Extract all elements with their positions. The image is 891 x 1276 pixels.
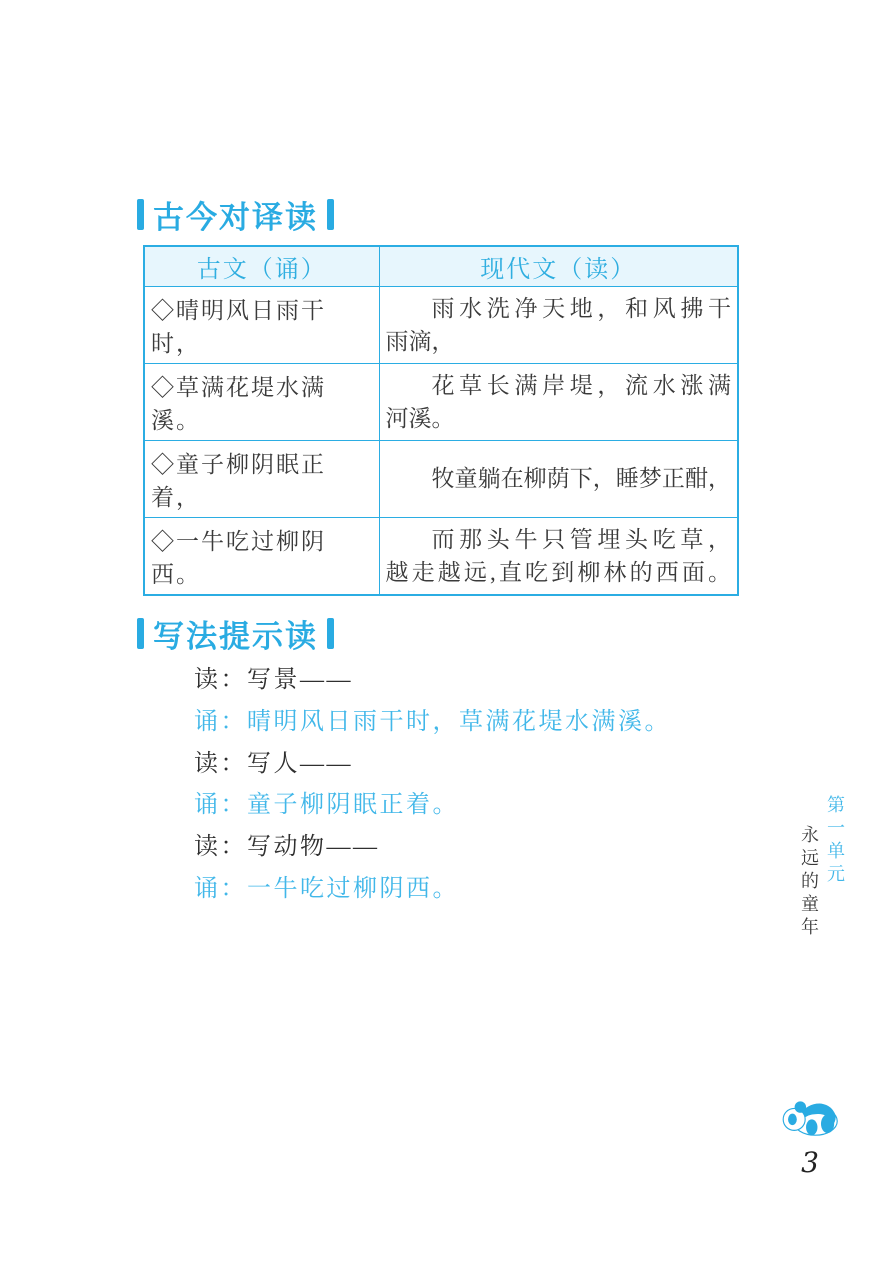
tip-line-read: 读：写景—— (194, 667, 353, 693)
table-row (144, 440, 738, 517)
modern-line: 花草长满岸堤，流水涨满 (431, 372, 731, 398)
title-accent-bar-right (327, 199, 334, 230)
modern-line: 雨水洗净天地，和风拂干 (431, 295, 731, 321)
table-row (144, 286, 738, 363)
modern-line: 而那头牛只管埋头吃草， (431, 526, 731, 552)
page-number: 3 (801, 1146, 819, 1179)
tip-line-read: 读：写动物—— (194, 834, 380, 861)
modern-text-cell (379, 286, 738, 363)
section-title-text: 写法提示读 (153, 619, 318, 654)
title-accent-bar-left (137, 618, 144, 649)
modern-text-cell (379, 517, 738, 595)
section-title-ancient-modern (137, 192, 334, 237)
panda-icon (781, 1089, 839, 1141)
modern-line: 雨滴， (385, 328, 455, 354)
modern-text-cell (379, 440, 738, 517)
column-header-modern: 现代文（读） (379, 246, 738, 286)
table-row (144, 363, 738, 440)
ancient-text-cell: ◇一牛吃过柳阴西。 (144, 517, 379, 595)
ancient-text-cell: ◇童子柳阴眠正着， (144, 440, 379, 517)
ancient-text-cell: ◇晴明风日雨干时， (144, 286, 379, 363)
tip-line-chant: 诵：一牛吃过柳阴西。 (194, 875, 459, 902)
side-margin-strip (796, 795, 848, 940)
title-accent-bar-right (327, 618, 334, 649)
ancient-text-cell: ◇草满花堤水满溪。 (144, 363, 379, 440)
modern-line: 越走越远,直吃到柳林的西面。 (385, 559, 731, 585)
section-title-text: 古今对译读 (153, 200, 318, 235)
tip-line-chant: 诵：童子柳阴眠正着。 (194, 792, 459, 819)
writing-tips-list (194, 660, 671, 911)
title-accent-bar-left (137, 199, 144, 230)
section-title-writing-tips (137, 611, 334, 656)
tip-line-read: 读：写人—— (194, 750, 353, 777)
modern-line: 河溪。 (385, 405, 455, 431)
modern-text-cell (379, 363, 738, 440)
unit-subtitle: 永远的童年 (799, 825, 819, 940)
column-header-ancient: 古文（诵） (144, 246, 379, 286)
modern-line: 牧童躺在柳荫下，睡梦正酣， (431, 466, 731, 491)
tip-line-chant: 诵：晴明风日雨干时，草满花堤水满溪。 (194, 708, 671, 735)
table-header-row (144, 246, 738, 286)
unit-label: 第一单元 (825, 795, 845, 887)
ancient-modern-table (143, 245, 739, 596)
table-row (144, 517, 738, 595)
